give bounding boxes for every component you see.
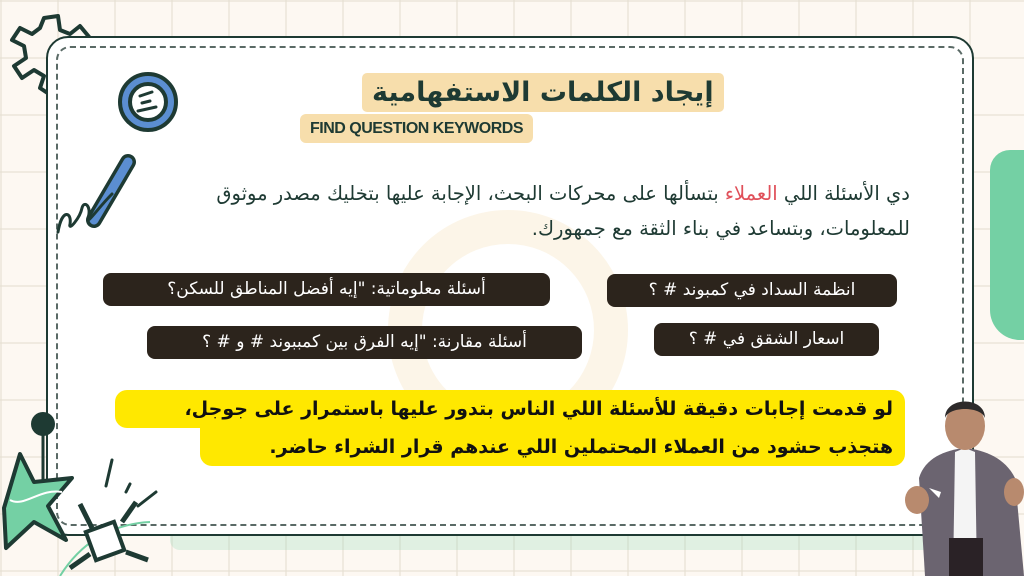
question-pill-apartment-prices: اسعار الشقق في # ؟ <box>654 323 879 356</box>
squiggle-icon <box>56 188 116 234</box>
callout-line-2: هتجذب حشود من العملاء المحتملين اللي عندهم قرار الشراء حاضر. <box>200 428 905 466</box>
callout-line-1: لو قدمت إجابات دقيقة للأسئلة اللي الناس بتدور عليها باستمرار على جوجل، <box>115 390 905 428</box>
page-subtitle: FIND QUESTION KEYWORDS <box>300 114 533 143</box>
page-title: إيجاد الكلمات الاستفهامية <box>362 73 724 112</box>
question-pill-informational: أسئلة معلوماتية: "إيه أفضل المناطق للسكن؟ <box>103 273 550 306</box>
question-pill-comparison: أسئلة مقارنة: "إيه الفرق بين كمببوند # و # ؟ <box>147 326 582 359</box>
paragraph-highlight: العملاء <box>724 182 778 205</box>
question-pill-payment-plans: انظمة السداد في كمبوند # ؟ <box>607 274 897 307</box>
paragraph-text-start: دي الأسئلة اللي <box>777 182 910 205</box>
intro-paragraph <box>120 176 910 246</box>
presenter-photo <box>905 388 1024 576</box>
cross-pattern-icon <box>50 494 170 576</box>
paragraph-text-end: بتسألها على محركات البحث، الإجابة عليها بتخليك مصدر موثوق للمعلومات، وبتساعد في بناء الثقة مع جمهورك. <box>216 182 910 240</box>
decorative-green-blob <box>990 150 1024 340</box>
